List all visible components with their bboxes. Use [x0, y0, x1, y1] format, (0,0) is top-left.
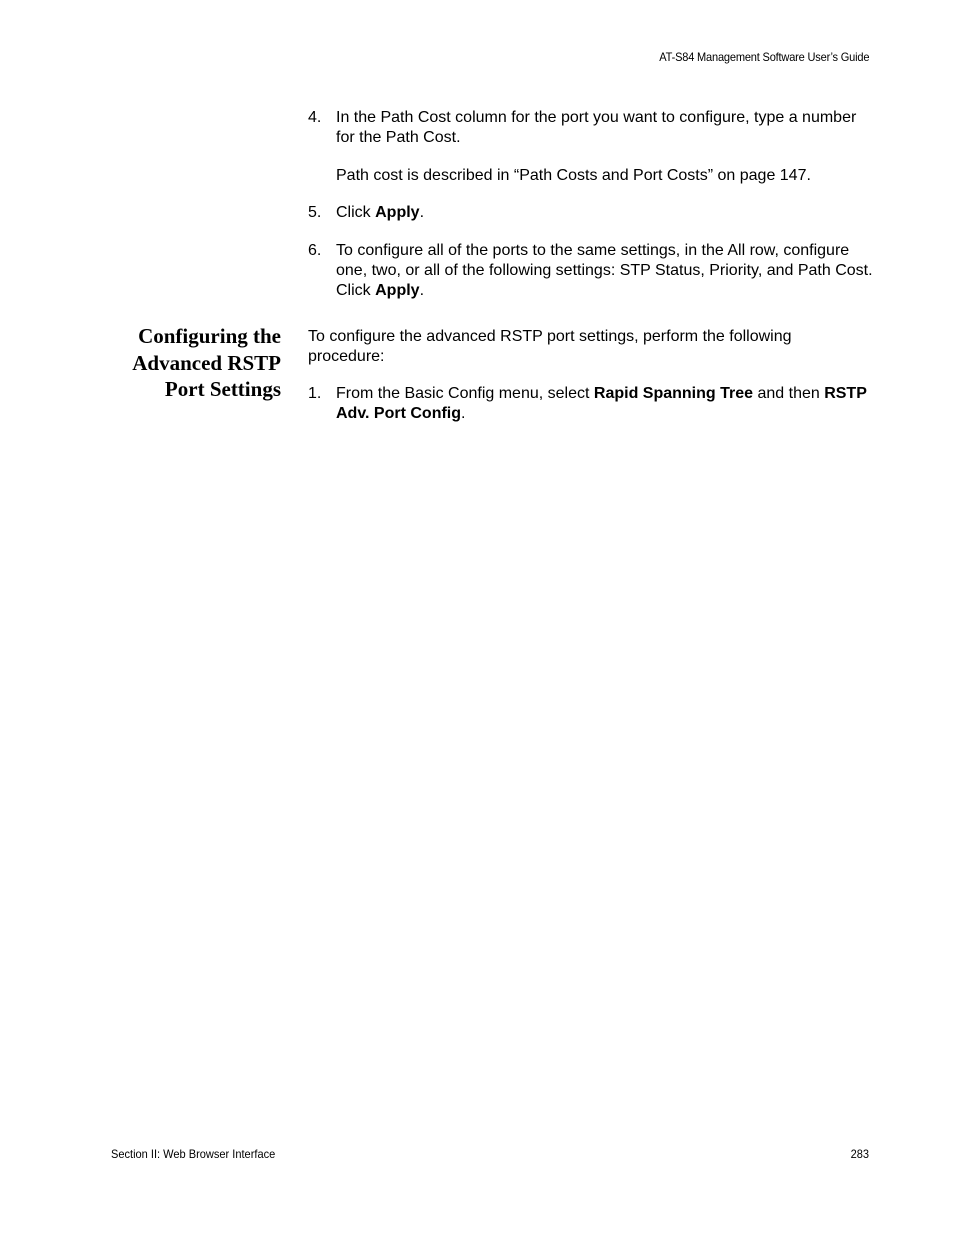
apply-label: Apply [375, 204, 420, 221]
step-text [336, 384, 873, 424]
step-text [336, 203, 873, 223]
step-6 [308, 241, 873, 301]
step-text [336, 241, 873, 301]
section-heading-line: Advanced RSTP [132, 350, 281, 375]
step-number: 4. [308, 109, 322, 126]
footer-section-label: Section II: Web Browser Interface [111, 1147, 276, 1161]
step-number: 1. [308, 385, 322, 402]
running-header: AT-S84 Management Software User’s Guide [658, 50, 869, 64]
step-4-note: Path cost is described in “Path Costs and Port Costs” on page 147. [336, 167, 811, 184]
step-4 [308, 108, 873, 148]
section-heading-line: Configuring the [138, 324, 281, 348]
section-heading [81, 323, 281, 403]
section-intro: To configure the advanced RSTP port settings, perform the following procedure: [308, 328, 792, 365]
footer-page-number: 283 [850, 1147, 869, 1161]
step-text-middle: and then [753, 385, 825, 402]
step-text-suffix: . [419, 282, 425, 299]
step-text-prefix: To configure all of the ports to the same settings, in the All row, configure one, two, or all of the following settings: STP Status, Priority, and Path Cost. Click [336, 242, 873, 299]
menu-item-rapid-spanning-tree: Rapid Spanning Tree [593, 385, 754, 402]
step-5 [308, 203, 873, 223]
menu-item-rstp-adv-port-config: RSTP Adv. Port Config [336, 385, 867, 422]
step-text-prefix: From the Basic Config menu, select [336, 385, 594, 402]
step-text-prefix: Click [336, 204, 376, 221]
step-number: 6. [308, 242, 322, 259]
step-text-suffix: . [419, 204, 425, 221]
step-text-suffix: . [461, 405, 466, 422]
step-number: 5. [308, 204, 322, 221]
section-heading-line: Port Settings [164, 377, 281, 401]
step-text: In the Path Cost column for the port you want to configure, type a number for the Path Cost. [336, 109, 857, 146]
apply-label: Apply [375, 282, 420, 299]
section-step-1 [308, 384, 873, 424]
